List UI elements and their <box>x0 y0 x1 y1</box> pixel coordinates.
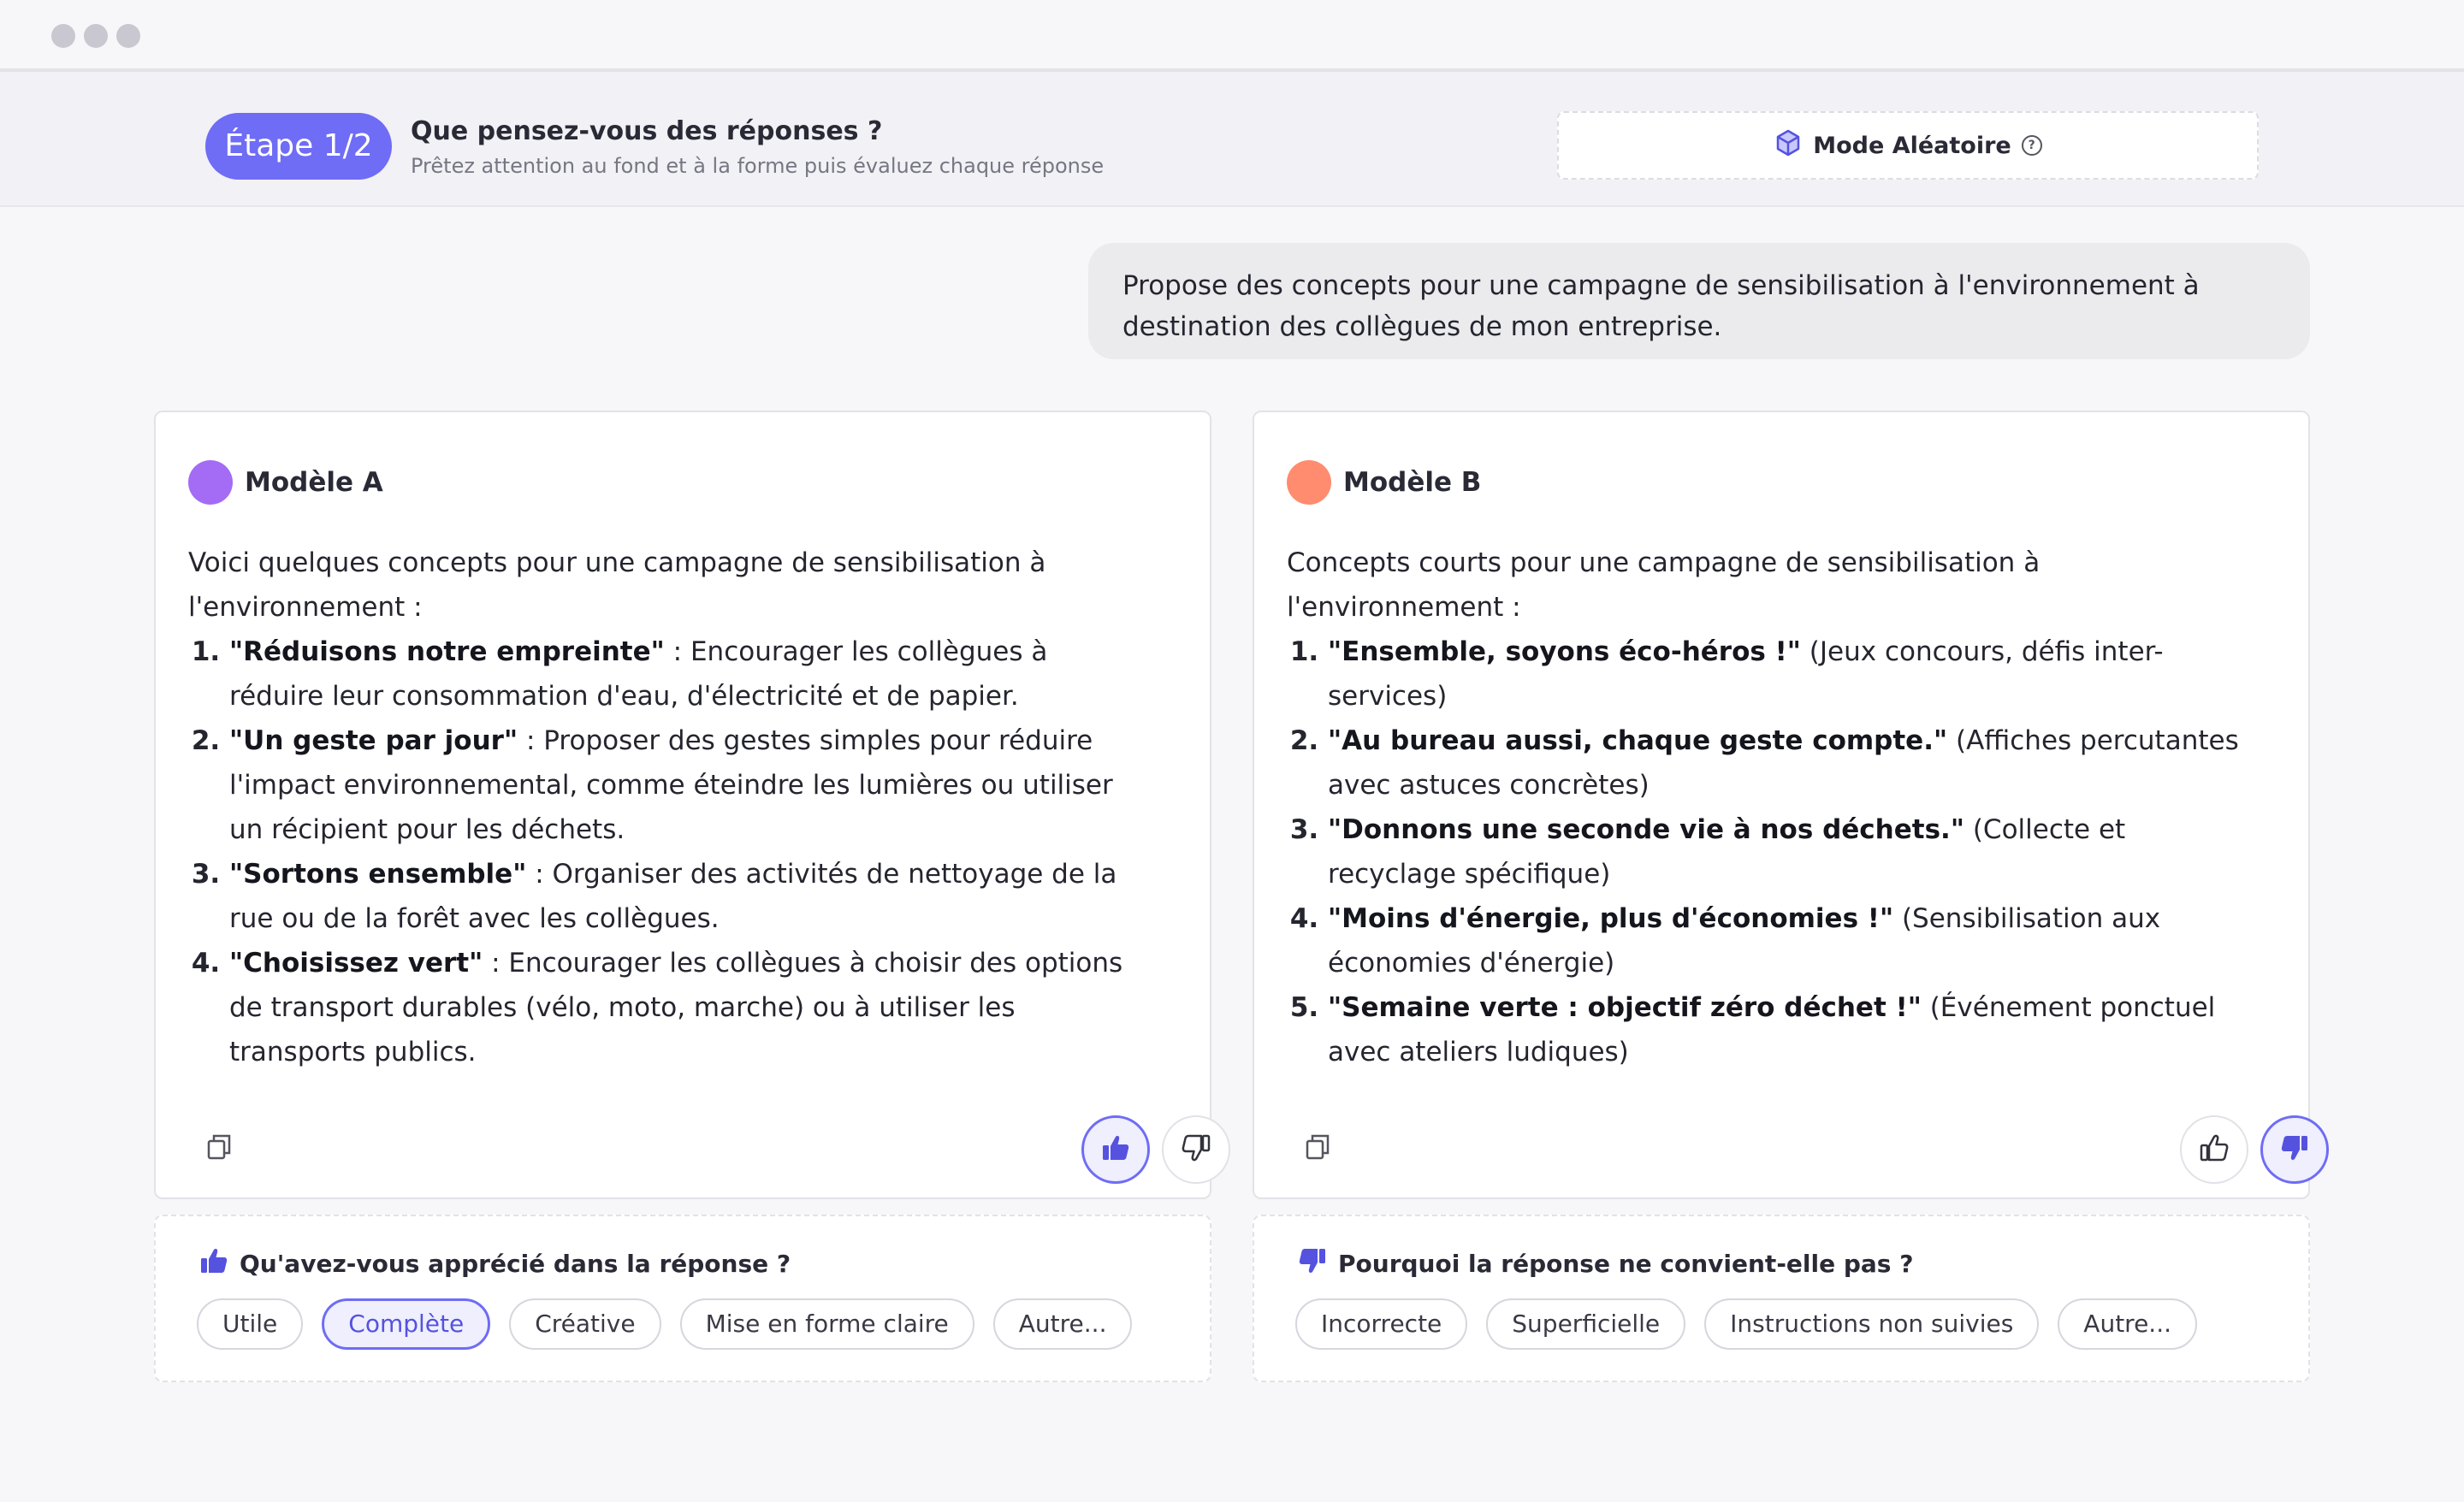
concept-title: "Ensemble, soyons éco-héros !" <box>1328 636 1801 667</box>
model-b-thumbs-up-button[interactable] <box>2180 1115 2248 1184</box>
thumbs-up-icon <box>2197 1131 2231 1168</box>
step-header <box>0 72 2464 207</box>
list-item <box>229 852 1146 941</box>
concept-description: : Encourager les collègues à choisir des options de transport durables (vélo, moto, marche) ou à utiliser les transports publics. <box>229 948 1123 1067</box>
thumbs-down-icon <box>1179 1131 1213 1168</box>
copy-icon[interactable] <box>205 1132 234 1162</box>
concept-title: "Moins d'énergie, plus d'économies !" <box>1328 903 1894 934</box>
thumbs-up-icon <box>197 1244 231 1284</box>
concept-description: (Collecte et recyclage spécifique) <box>1328 814 2126 890</box>
thumbs-down-icon <box>1295 1244 1330 1284</box>
feedback-chip[interactable]: Complète <box>322 1298 490 1350</box>
step-title: Que pensez-vous des réponses ? <box>411 116 883 146</box>
model-a-intro: Voici quelques concepts pour une campagne de sensibilisation à l'environnement : <box>188 547 1046 623</box>
list-item <box>229 718 1146 852</box>
feedback-chip[interactable]: Incorrecte <box>1295 1298 1467 1350</box>
feedback-chip[interactable]: Autre... <box>993 1298 1133 1350</box>
feedback-a-title: Qu'avez-vous apprécié dans la réponse ? <box>240 1250 791 1278</box>
concept-title: "Au bureau aussi, chaque geste compte." <box>1328 725 1948 756</box>
window-maximize-button[interactable] <box>116 24 140 48</box>
list-item <box>1328 896 2245 985</box>
model-a-name: Modèle A <box>245 467 383 498</box>
concept-title: "Donnons une seconde vie à nos déchets." <box>1328 814 1964 845</box>
model-a-header <box>188 460 383 505</box>
concept-description: : Organiser des activités de nettoyage de la rue ou de la forêt avec les collègues. <box>229 859 1117 934</box>
concept-description: (Jeux concours, défis inter-services) <box>1328 636 2164 712</box>
feedback-b-chips <box>1295 1298 2197 1350</box>
thumbs-down-icon <box>2277 1131 2312 1168</box>
response-card-model-a <box>154 411 1211 1199</box>
concept-title: "Un geste par jour" <box>229 725 518 756</box>
concept-description: (Sensibilisation aux économies d'énergie) <box>1328 903 2161 979</box>
feedback-chip[interactable]: Utile <box>197 1298 303 1350</box>
model-b-name: Modèle B <box>1343 467 1482 498</box>
feedback-chip[interactable]: Superficielle <box>1486 1298 1685 1350</box>
concept-description: : Encourager les collègues à réduire leur consommation d'eau, d'électricité et de papier. <box>229 636 1048 712</box>
copy-icon[interactable] <box>1304 1132 1333 1162</box>
model-b-thumbs-down-button[interactable] <box>2260 1115 2329 1184</box>
response-card-model-b <box>1253 411 2310 1199</box>
model-b-concept-list <box>1287 630 2245 1074</box>
concept-title: "Choisissez vert" <box>229 948 483 979</box>
feedback-a-title-row <box>197 1244 791 1284</box>
feedback-panel-model-a <box>154 1215 1211 1382</box>
list-item <box>229 941 1146 1074</box>
feedback-chip[interactable]: Créative <box>509 1298 660 1350</box>
concept-description: (Événement ponctuel avec ateliers ludiques) <box>1328 992 2216 1067</box>
model-a-concept-list <box>188 630 1146 1074</box>
window-minimize-button[interactable] <box>84 24 108 48</box>
feedback-b-title-row <box>1295 1244 1913 1284</box>
step-subtitle: Prêtez attention au fond et à la forme puis évaluez chaque réponse <box>411 154 1105 178</box>
model-a-thumbs-up-button[interactable] <box>1081 1115 1150 1184</box>
concept-title: "Semaine verte : objectif zéro déchet !" <box>1328 992 1922 1023</box>
list-item <box>229 630 1146 718</box>
help-icon[interactable]: ? <box>2022 135 2042 156</box>
concept-description: (Affiches percutantes avec astuces concrètes) <box>1328 725 2239 801</box>
model-a-thumbs-down-button[interactable] <box>1162 1115 1230 1184</box>
random-mode-label: Mode Aléatoire <box>1813 132 2011 159</box>
model-b-header <box>1287 460 1481 505</box>
list-item <box>1328 985 2245 1074</box>
model-b-intro: Concepts courts pour une campagne de sensibilisation à l'environnement : <box>1287 547 2040 623</box>
feedback-chip[interactable]: Instructions non suivies <box>1704 1298 2039 1350</box>
model-a-response <box>188 541 1146 1074</box>
thumbs-up-icon <box>1099 1131 1133 1168</box>
cube-icon <box>1774 128 1803 163</box>
feedback-b-title: Pourquoi la réponse ne convient-elle pas ? <box>1338 1250 1914 1278</box>
concept-title: "Sortons ensemble" <box>229 859 527 890</box>
list-item <box>1328 718 2245 807</box>
feedback-chip[interactable]: Autre... <box>2058 1298 2197 1350</box>
model-b-avatar <box>1287 460 1331 505</box>
concept-description: : Proposer des gestes simples pour réduire l'impact environnemental, comme éteindre les lumières ou utiliser un récipient pour les déchets. <box>229 725 1113 845</box>
feedback-chip[interactable]: Mise en forme claire <box>680 1298 974 1350</box>
concept-title: "Réduisons notre empreinte" <box>229 636 665 667</box>
window-close-button[interactable] <box>51 24 75 48</box>
user-prompt-bubble: Propose des concepts pour une campagne de sensibilisation à l'environnement à destination des collègues de mon entreprise. <box>1088 243 2310 359</box>
window-titlebar <box>0 0 2464 72</box>
model-a-avatar <box>188 460 233 505</box>
list-item <box>1328 807 2245 896</box>
list-item <box>1328 630 2245 718</box>
model-b-response <box>1287 541 2245 1074</box>
step-badge: Étape 1/2 <box>205 113 392 180</box>
feedback-a-chips <box>197 1298 1132 1350</box>
feedback-panel-model-b <box>1253 1215 2310 1382</box>
random-mode-button[interactable] <box>1557 111 2259 180</box>
